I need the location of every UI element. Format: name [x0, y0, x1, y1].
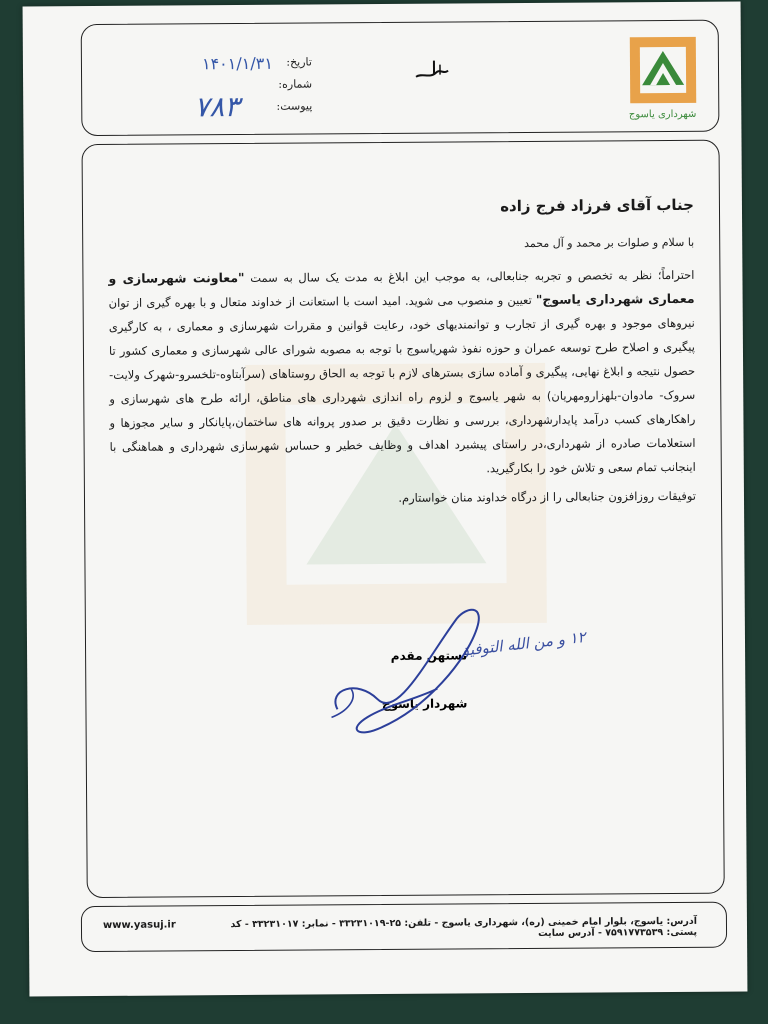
footer-website-link[interactable]: www.yasuj.ir: [102, 919, 176, 931]
body-intro: احتراماً؛ نظر به تخصص و تجربه جنابعالی، به موجب این ابلاغ به مدت یک سال به سمت: [244, 267, 695, 285]
addressee: جناب آقای فرزاد فرج زاده: [500, 195, 695, 216]
letter-sheet: [23, 2, 748, 997]
signature: [317, 598, 498, 739]
position-title: "معاونت شهرسازی و معماری شهرداری یاسوج": [108, 269, 695, 307]
body-rest: تعیین و منصوب می شوید. امید است با استعانت از خداوند متعال و با بهره گیری از توان نیروهای موجود و بهره گیری از تجارب و توانمندیهای خود، رعایت قوانین و مقررات شهرسازی و معماری ، به کارگیری پیگیری و اصلاح طرح توسعه عمران و حوزه نفوذ شهریاسوج با توجه به مصوبه شورای عالی شهرسازی و معماری کشور تا حصول نتیجه و ابلاغ نهایی، پیگیری و آماده سازی بسترهای لازم با توجه به الحاق روستاهای (سرآبتاوه-تلخسرو-شهرک ولایت-سروک- مادوان-بلهزار‌ومهریان) به شهر یاسوج و لزوم راه اندازی شهرداری های مناطق، ارائه طرح های شهرسازی و راهکارهای کسب درآمد پایدارشهرداری، بررسی و نظارت دقیق بر صدور پروانه های ساختمان،پایانکار و سایر مجوزها و استعلامات صادره از شهرداری،در راستای پیشبرد اهداف و وظایف خطیر و حساس شهرسازی شهرداری و هماهنگی با اینجانب تمام سعی و تلاش خود را بکارگیرید.: [108, 292, 696, 476]
greeting: با سلام و صلوات بر محمد و آل محمد: [524, 235, 695, 251]
closing-line: توفیقات روزافزون جنابعالی را از درگاه خداوند منان خواستارم.: [398, 488, 697, 505]
letter-content: [108, 188, 696, 507]
logo-caption: شهرداری یاسوج: [628, 108, 697, 121]
date-label: تاریخ:: [286, 55, 312, 69]
date-value: ۱۴۰۱/۱/۳۱: [201, 53, 273, 74]
number-value: ۷۸۳: [194, 90, 240, 124]
signer-title: شهردار یاسوج: [381, 696, 468, 712]
header-frame: [81, 20, 720, 136]
attachment-label: پیوست:: [276, 99, 313, 113]
municipality-logo: [628, 35, 699, 113]
handwritten-note: ۱۲ و من الله التوفیق: [456, 627, 587, 661]
footer-address: آدرس: یاسوج، بلوار امام خمینی (ره)، شهرداری یاسوج - تلفن: ۲۵-۳۳۲۳۱۰۱۹ - نمابر: ۳۳۲۳۱۰۱۷ - کد پستی: ۷۵۹۱۷۷۳۵۳۹ - آدرس سایت: [230, 915, 698, 939]
number-label: شماره:: [278, 77, 313, 91]
signer-name: نستهن مقدم: [390, 648, 468, 663]
letter-body: [108, 263, 695, 483]
basmala-emblem: [412, 55, 452, 85]
